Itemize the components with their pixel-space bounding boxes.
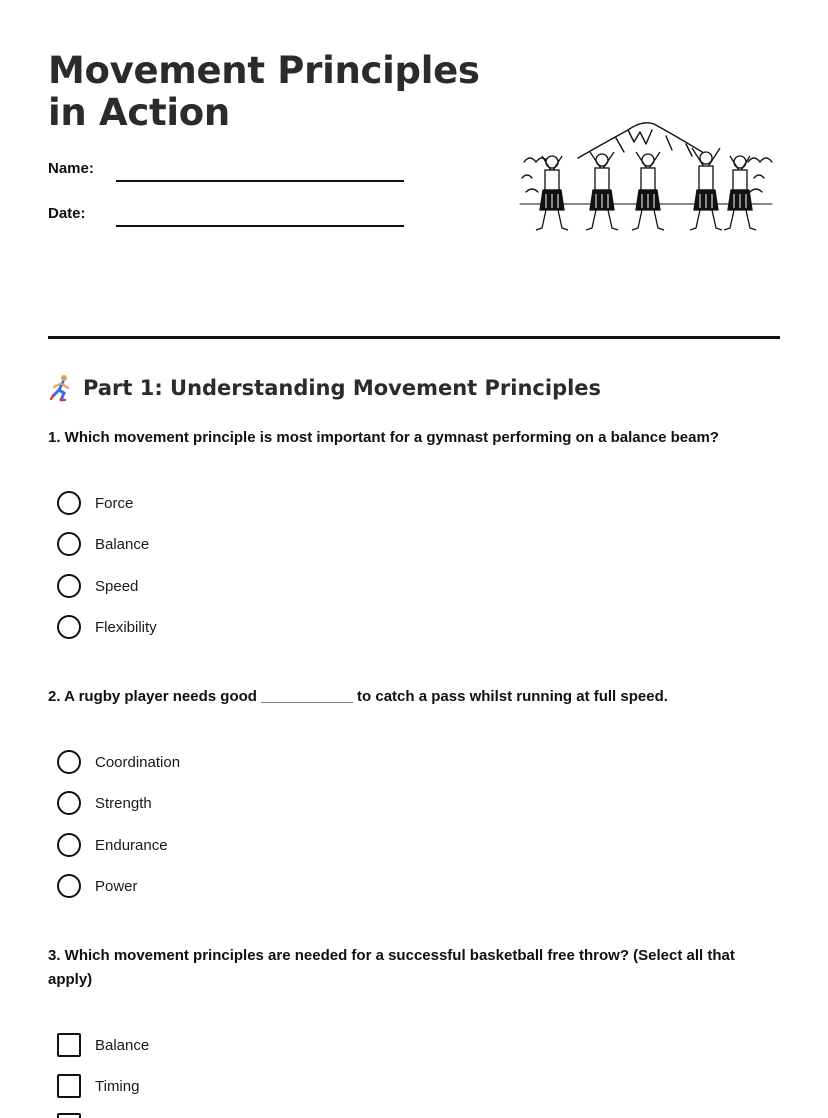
radio-button[interactable] <box>57 791 81 815</box>
checkbox[interactable] <box>57 1074 81 1098</box>
radio-button[interactable] <box>57 874 81 898</box>
q1-option-speed[interactable] <box>57 573 138 599</box>
q1-option-balance[interactable] <box>57 531 149 557</box>
section-divider <box>48 336 780 339</box>
q2-option-strength[interactable] <box>57 790 152 816</box>
q2-option-power[interactable] <box>57 873 138 899</box>
question-3: 3. Which movement principles are needed for a successful basketball free throw? (Select all that apply) <box>48 947 735 988</box>
radio-button[interactable] <box>57 491 81 515</box>
q3-option-timing[interactable] <box>57 1073 139 1099</box>
option-label: Speed <box>95 577 139 595</box>
q2-option-coordination[interactable] <box>57 749 180 775</box>
option-label: Balance <box>95 1036 150 1054</box>
radio-button[interactable] <box>57 615 81 639</box>
checkbox[interactable] <box>57 1033 81 1057</box>
option-label: Coordination <box>95 753 181 771</box>
option-label: Power <box>95 877 138 895</box>
question-2: 2. A rugby player needs good ___________ to catch a pass whilst running at full speed. <box>48 688 668 705</box>
q1-option-flexibility[interactable] <box>57 614 157 640</box>
option-label: Force <box>95 494 134 512</box>
q1-option-force[interactable] <box>57 490 133 516</box>
page-title: Movement Principles in Action <box>48 49 480 134</box>
q2-option-endurance[interactable] <box>57 832 168 858</box>
q3-option-partial[interactable] <box>57 1112 81 1118</box>
part1-title: Part 1: Understanding Movement Principles <box>83 376 602 400</box>
option-label: Timing <box>95 1077 140 1095</box>
running-person-icon <box>48 374 74 402</box>
radio-button[interactable] <box>57 574 81 598</box>
date-field[interactable] <box>116 225 404 227</box>
question-1: 1. Which movement principle is most important for a gymnast performing on a balance beam? <box>48 429 719 446</box>
option-label: Strength <box>95 794 152 812</box>
option-label: Flexibility <box>95 618 157 636</box>
name-field[interactable] <box>116 180 404 182</box>
radio-button[interactable] <box>57 833 81 857</box>
checkbox[interactable] <box>57 1113 81 1118</box>
name-label: Name: <box>48 160 94 177</box>
radio-button[interactable] <box>57 532 81 556</box>
radio-button[interactable] <box>57 750 81 774</box>
option-label: Endurance <box>95 836 168 854</box>
date-label: Date: <box>48 205 86 222</box>
q3-option-balance[interactable] <box>57 1032 149 1058</box>
option-label: Balance <box>95 535 150 553</box>
kapa-haka-illustration <box>516 112 776 238</box>
part1-heading <box>48 374 601 402</box>
